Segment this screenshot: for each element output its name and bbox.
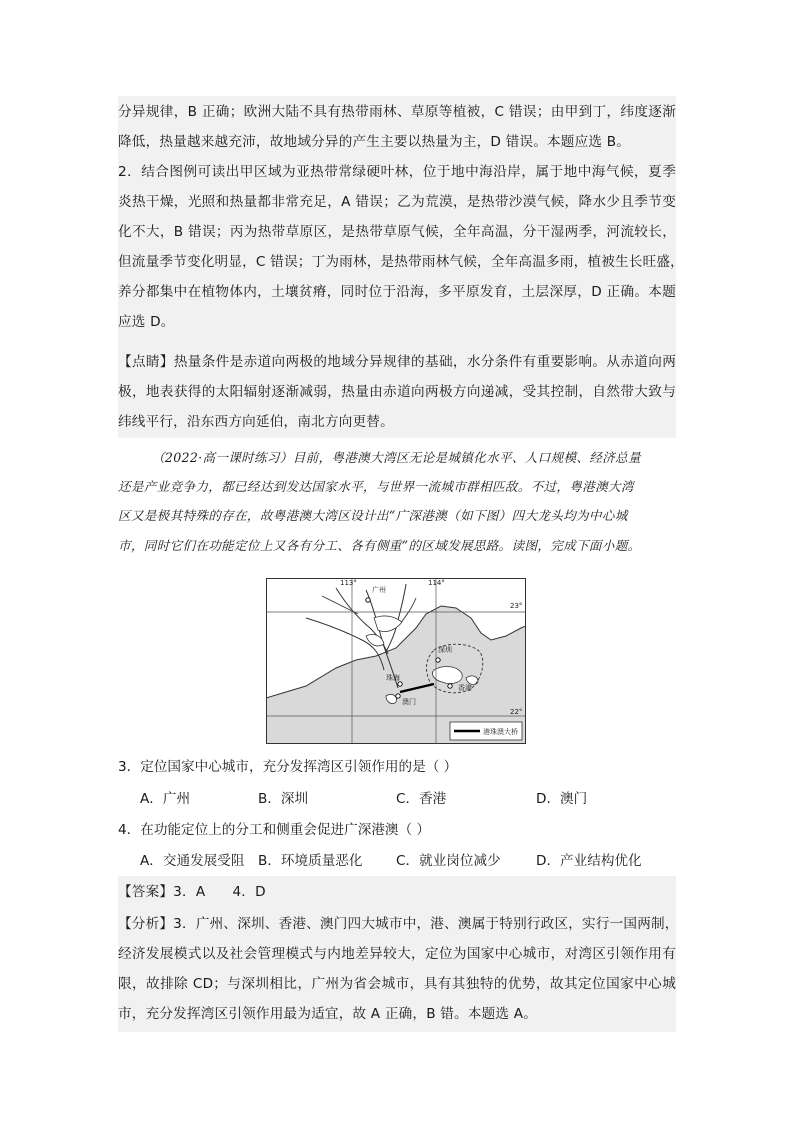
- question-3-option-d[interactable]: D．澳门: [536, 791, 588, 807]
- map-legend-label: 港珠澳大桥: [483, 728, 518, 736]
- question-4-option-d[interactable]: D．产业结构优化: [536, 853, 642, 869]
- text-line: 经济发展模式以及社会管理模式与内地差异较大，定位为国家中心城市，对湾区引领作用有: [118, 946, 676, 962]
- text-line: （2022·高一课时练习）目前，粤港澳大湾区无论是城镇化水平、人口规模、经济总量: [152, 450, 641, 465]
- question-4-stem: 4．在功能定位上的分工和侧重会促进广深港澳（ ）: [118, 822, 431, 838]
- question-3-option-b[interactable]: B．深圳: [258, 791, 309, 807]
- comment-block: [118, 346, 676, 438]
- text-line: 分异规律，B 正确；欧洲大陆不具有热带雨林、草原等植被，C 错误；由甲到丁，纬度逐渐: [118, 104, 676, 120]
- zhuhai-marker: [398, 682, 402, 686]
- analysis-top-block: [118, 96, 684, 346]
- question-3-option-a[interactable]: A．广州: [140, 791, 191, 807]
- lon-label-114: 114°: [428, 579, 445, 587]
- zhuhai-label: 珠海: [386, 674, 400, 682]
- question-4-option-a[interactable]: A．交通发展受阻: [140, 853, 245, 869]
- text-line: 【分析】3．广州、深圳、香港、澳门四大城市中，港、澳属于特别行政区，实行一国两制，: [118, 916, 679, 932]
- bay-area-map: [266, 578, 526, 744]
- macau-marker: [396, 694, 400, 698]
- guangzhou-label: 广州: [372, 586, 386, 594]
- shenzhen-label: 深圳: [438, 646, 452, 654]
- text-line: 但流量季节变化明显，C 错误；丁为雨林，是热带雨林气候，全年高温多雨，植被生长旺盛，: [118, 254, 684, 270]
- question-4-option-b[interactable]: B．环境质量恶化: [258, 853, 363, 869]
- text-line: 市，同时它们在功能定位上又各有分工、各有侧重”的区域发展思路。读图，完成下面小题。: [118, 538, 641, 553]
- text-line: 区又是极其特殊的存在，故粤港澳大湾区设计出“广深港澳（如下图）四大龙头均为中心城: [118, 508, 628, 523]
- text-line: 还是产业竞争力，都已经达到发达国家水平，与世界一流城市群相匹敌。不过，粤港澳大湾: [118, 479, 634, 494]
- lat-label-23: 23°: [510, 602, 523, 610]
- text-line: 2．结合图例可读出甲区域为亚热带常绿硬叶林，位于地中海沿岸，属于地中海气候，夏季: [118, 164, 676, 180]
- lat-label-22: 22°: [510, 708, 523, 716]
- text-line: 【点睛】热量条件是赤道向两极的地域分异规律的基础，水分条件有重要影响。从赤道向两: [118, 354, 676, 370]
- question-3-stem: 3．定位国家中心城市，充分发挥湾区引领作用的是（ ）: [118, 759, 458, 775]
- text-line: 化不大，B 错误；丙为热带草原区，是热带草原气候，全年高温，分干湿两季，河流较长，: [118, 224, 676, 240]
- text-line: 纬线平行，沿东西方向延伯，南北方向更替。: [118, 414, 394, 430]
- question-4-option-c[interactable]: C．就业岗位减少: [396, 853, 501, 869]
- answer-line: 【答案】3．A 4．D: [118, 884, 266, 900]
- hongkong-marker: [448, 684, 452, 688]
- macau-label: 澳门: [402, 698, 416, 706]
- text-line: 限，故排除 CD；与深圳相比，广州为省会城市，具有其独特的优势，故其定位国家中心城: [118, 976, 676, 992]
- answer-analysis-block: [118, 876, 679, 1032]
- text-line: 降低，热量越来越充沛，故地域分异的产生主要以热量为主，D 错误。本题应选 B。: [118, 134, 631, 150]
- guangzhou-marker: [366, 598, 370, 602]
- text-line: 应选 D。: [118, 314, 175, 330]
- passage-intro: [118, 448, 678, 568]
- text-line: 炎热干燥，光照和热量都非常充足，A 错误；乙为荒漠，是热带沙漠气候，降水少且季节变: [118, 194, 676, 210]
- text-line: 极，地表获得的太阳辐射逐渐减弱，热量由赤道向两极方向递减，受其控制，自然带大致与: [118, 384, 676, 400]
- question-3-option-c[interactable]: C．香港: [396, 791, 447, 807]
- hongkong-label: 香港: [458, 684, 472, 692]
- lon-label-113: 113°: [340, 579, 357, 587]
- shenzhen-marker: [436, 658, 440, 662]
- text-line: 养分都集中在植物体内，土壤贫瘠，同时位于沿海，多平原发育，土层深厚，D 正确。本题: [118, 284, 676, 300]
- text-line: 市，充分发挥湾区引领作用最为适宜，故 A 正确，B 错。本题选 A。: [118, 1006, 538, 1022]
